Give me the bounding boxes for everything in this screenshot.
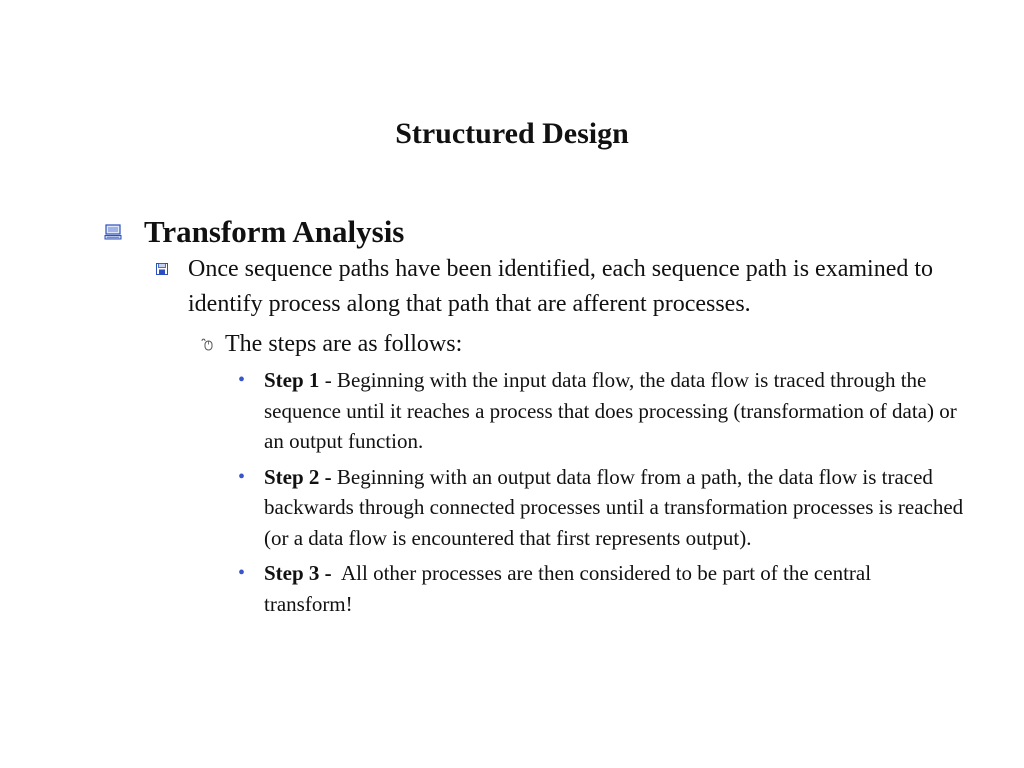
steps-intro: The steps are as follows: bbox=[225, 331, 463, 357]
level1-item bbox=[104, 212, 964, 252]
step-text bbox=[264, 365, 964, 457]
step-text bbox=[264, 558, 964, 619]
level3-item bbox=[200, 327, 964, 361]
list-item bbox=[238, 558, 964, 619]
bullet-dot: • bbox=[238, 562, 246, 584]
bullet-dot: • bbox=[238, 465, 246, 488]
floppy-disk-icon bbox=[156, 252, 188, 321]
step-description: Beginning with an output data flow from a path, the data flow is traced backwards through connected processes until a transformation processes is reached (or a data flow is encountered that first represents output). bbox=[264, 464, 964, 550]
bullet-dot: • bbox=[238, 369, 246, 391]
slide-title: Structured Design bbox=[395, 117, 629, 150]
step-description: - Beginning with the input data flow, the data flow is traced through the sequence until it reaches a process that does processing (transformation of data) or an output function. bbox=[264, 368, 957, 453]
step-label: Step 3 - bbox=[264, 561, 332, 585]
step-text bbox=[264, 462, 964, 554]
step-label: Step 2 - bbox=[264, 464, 332, 489]
list-item bbox=[238, 462, 964, 554]
steps-list bbox=[238, 365, 964, 619]
mouse-icon bbox=[200, 327, 225, 361]
paragraph-text: Once sequence paths have been identified, each sequence path is examined to identify process along that path that are afferent processes. bbox=[188, 256, 934, 317]
step-label: Step 1 bbox=[264, 368, 320, 392]
computer-icon bbox=[104, 224, 144, 240]
section-heading: Transform Analysis bbox=[144, 214, 405, 249]
list-item bbox=[238, 365, 964, 457]
outline bbox=[104, 212, 964, 624]
step-description: All other processes are then considered to be part of the central transform! bbox=[264, 561, 877, 616]
level2-item bbox=[156, 252, 964, 321]
